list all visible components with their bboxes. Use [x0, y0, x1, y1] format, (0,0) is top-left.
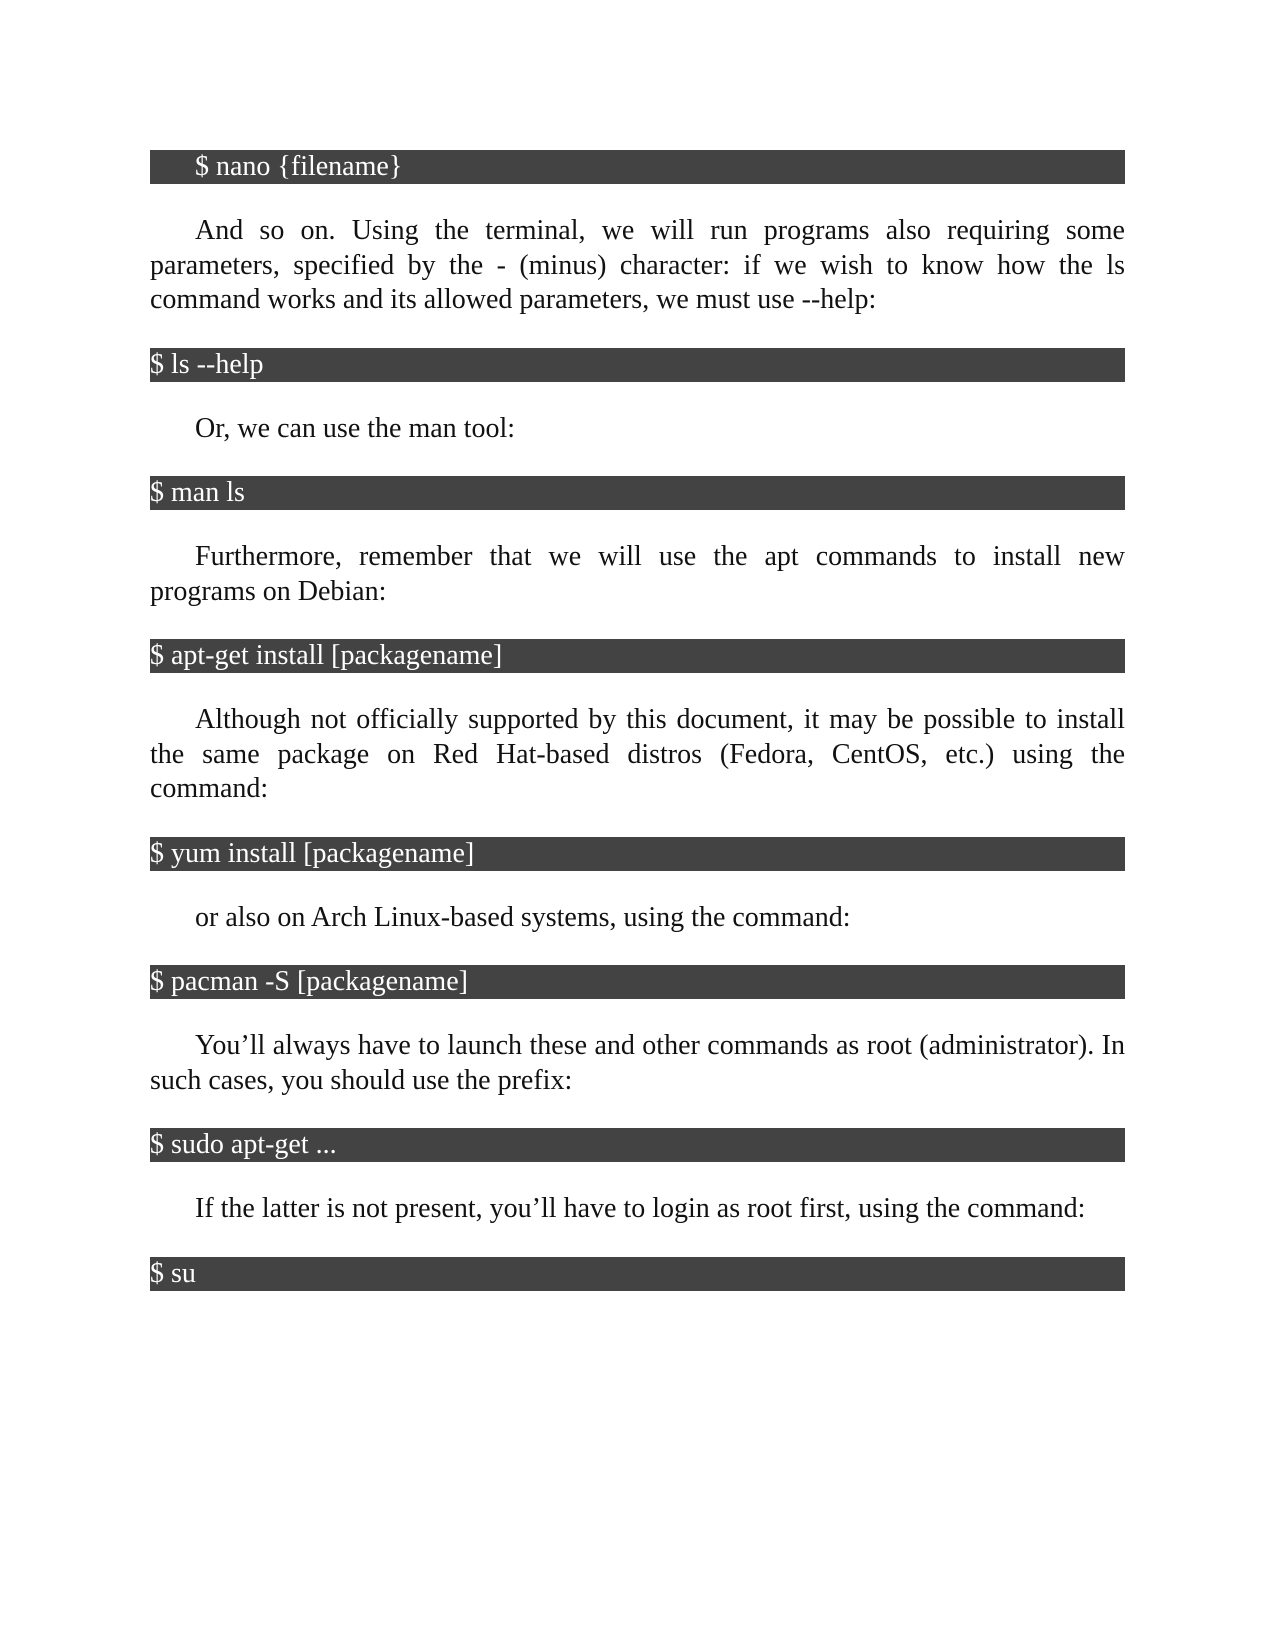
code-block-sudo: $ sudo apt-get ... [150, 1128, 1125, 1162]
code-block-man-ls: $ man ls [150, 476, 1125, 510]
document-page [150, 150, 1125, 1291]
paragraph-red-hat-distros: Although not officially supported by this document, it may be possible to install the same package on Red Hat-based distros (Fedora, CentOS, etc.) using the command: [150, 704, 1125, 804]
code-block-su: $ su [150, 1257, 1125, 1291]
paragraph-arch-linux: or also on Arch Linux-based systems, using the command: [195, 901, 851, 933]
code-block-nano: $ nano {filename} [150, 150, 1125, 184]
paragraph-root-prefix: You’ll always have to launch these and other commands as root (administrator). In such cases, you should use the prefix: [150, 1030, 1125, 1096]
paragraph-terminal-parameters: And so on. Using the terminal, we will run programs also requiring some parameters, specified by the - (minus) character: if we wish to know how the ls command works and its allowed parameters, we must use --help: [150, 215, 1125, 315]
paragraph-man-tool: Or, we can use the man tool: [195, 412, 516, 444]
code-block-yum-install: $ yum install [packagename] [150, 837, 1125, 871]
code-block-pacman: $ pacman -S [packagename] [150, 965, 1125, 999]
code-block-ls-help: $ ls --help [150, 348, 1125, 382]
paragraph-apt-commands: Furthermore, remember that we will use the apt commands to install new programs on Debian: [150, 541, 1125, 607]
code-block-apt-get-install: $ apt-get install [packagename] [150, 639, 1125, 673]
paragraph-login-root: If the latter is not present, you’ll have to login as root first, using the command: [195, 1193, 1086, 1224]
